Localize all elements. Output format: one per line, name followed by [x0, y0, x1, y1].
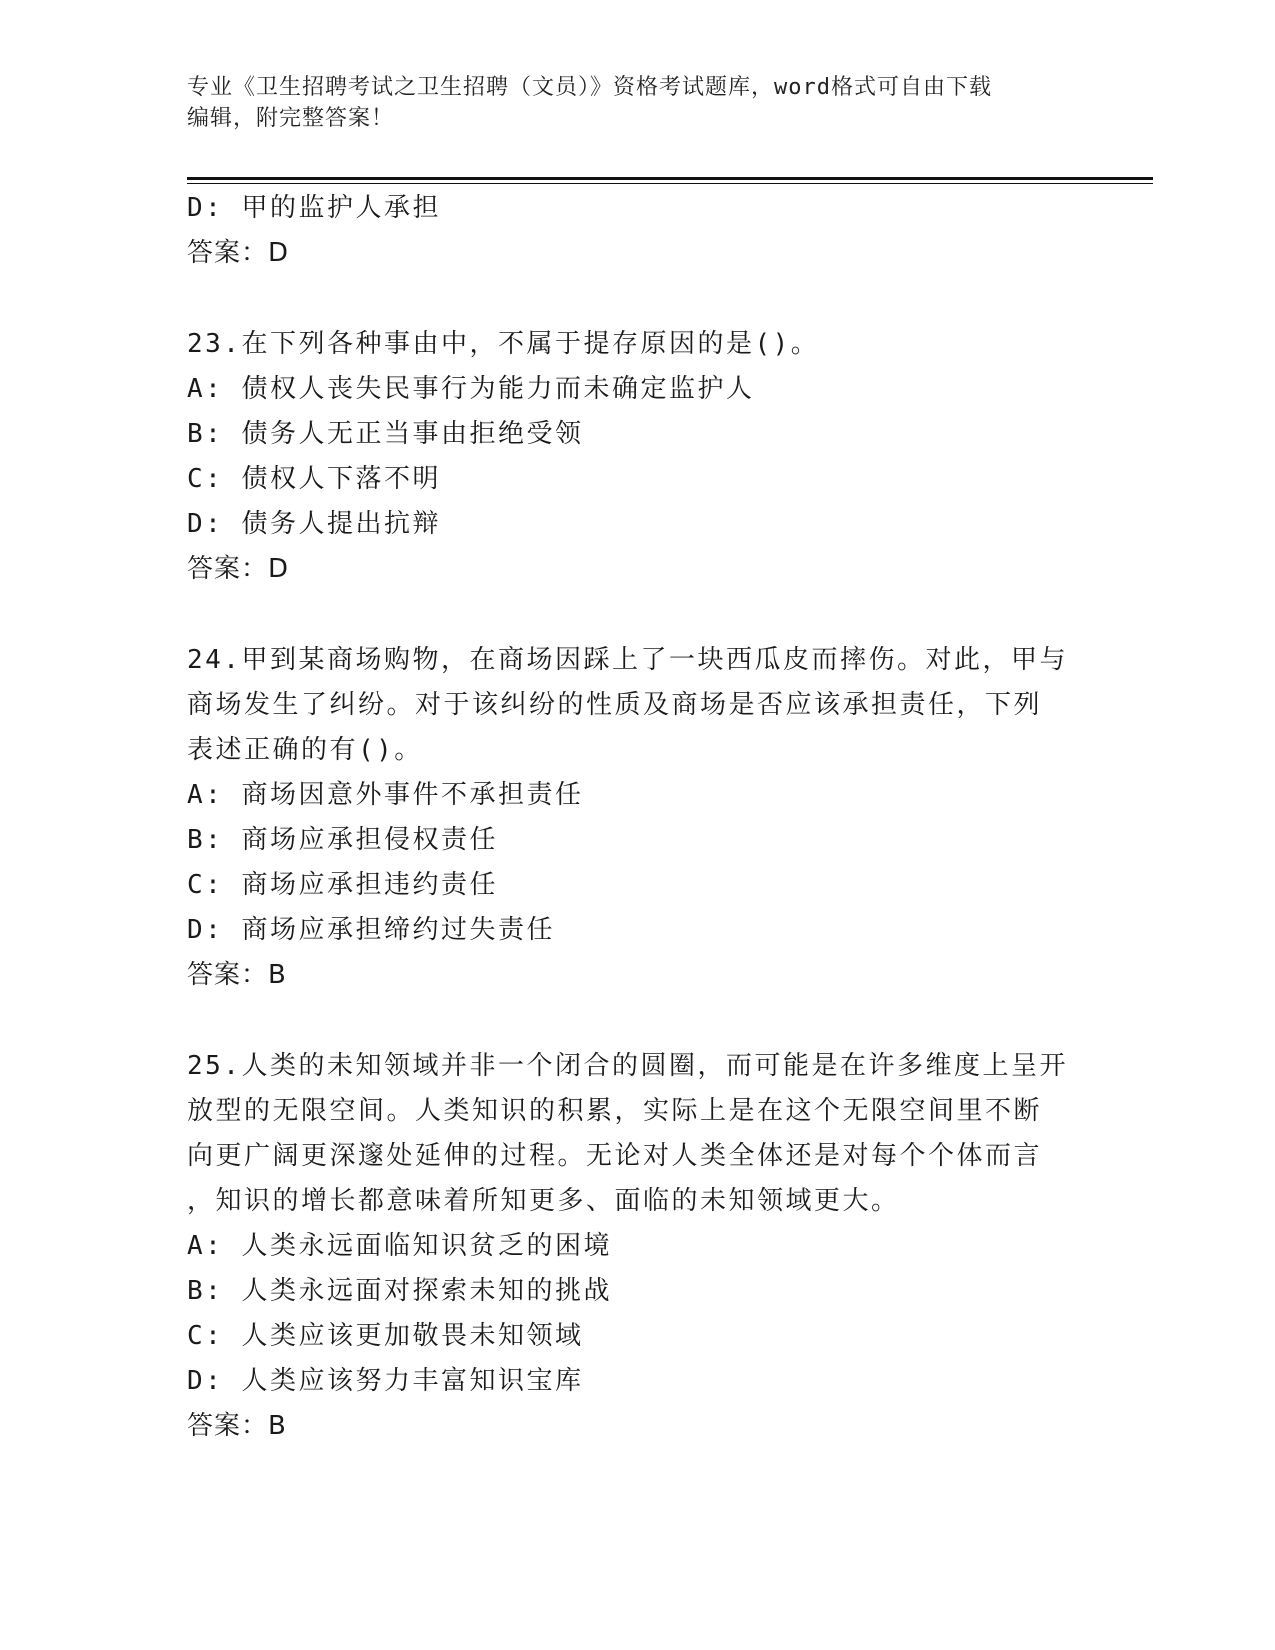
- header-line-1: 专业《卫生招聘考试之卫生招聘（文员）》资格考试题库，word格式可自由下载: [187, 75, 992, 100]
- option-b: B: 债务人无正当事由拒绝受领: [187, 419, 584, 449]
- answer-line: 答案：B: [187, 1411, 287, 1441]
- option-c: C: 商场应承担违约责任: [187, 870, 498, 900]
- question-22-tail: [187, 186, 1087, 276]
- question-stem-line: 表述正确的有()。: [187, 735, 423, 765]
- question-stem-line: 商场发生了纠纷。对于该纠纷的性质及商场是否应该承担责任，下列: [187, 690, 1043, 720]
- option-d: D: 人类应该努力丰富知识宝库: [187, 1366, 584, 1396]
- document-header: [187, 72, 1087, 134]
- header-line-2: 编辑，附完整答案！: [187, 106, 395, 131]
- option-d: D: 债务人提出抗辩: [187, 509, 441, 539]
- spacer: [187, 276, 1087, 322]
- question-stem-line: ，知识的增长都意味着所知更多、面临的未知领域更大。: [187, 1186, 900, 1216]
- question-23: [187, 322, 1087, 592]
- question-24: [187, 638, 1087, 998]
- answer-line: 答案：B: [187, 960, 287, 990]
- question-stem-line: 23.在下列各种事由中，不属于提存原因的是()。: [187, 329, 820, 359]
- option-a: A: 债权人丧失民事行为能力而未确定监护人: [187, 374, 755, 404]
- option-d: D: 商场应承担缔约过失责任: [187, 915, 555, 945]
- option-c: C: 人类应该更加敬畏未知领域: [187, 1321, 584, 1351]
- question-25: [187, 1044, 1087, 1449]
- spacer: [187, 998, 1087, 1044]
- option-b: B: 商场应承担侵权责任: [187, 825, 498, 855]
- question-stem-line: 向更广阔更深邃处延伸的过程。无论对人类全体还是对每个个体而言: [187, 1141, 1043, 1171]
- header-divider-thin: [187, 183, 1153, 184]
- question-stem-line: 24.甲到某商场购物，在商场因踩上了一块西瓜皮而摔伤。对此，甲与: [187, 645, 1068, 675]
- option-d: D: 甲的监护人承担: [187, 193, 441, 223]
- question-stem-line: 25.人类的未知领域并非一个闭合的圆圈，而可能是在许多维度上呈开: [187, 1051, 1068, 1081]
- spacer: [187, 592, 1087, 638]
- option-a: A: 商场因意外事件不承担责任: [187, 780, 584, 810]
- question-stem-line: 放型的无限空间。人类知识的积累，实际上是在这个无限空间里不断: [187, 1096, 1043, 1126]
- document-body: [187, 186, 1087, 1449]
- answer-line: 答案：D: [187, 238, 290, 268]
- option-a: A: 人类永远面临知识贫乏的困境: [187, 1231, 612, 1261]
- answer-line: 答案：D: [187, 554, 290, 584]
- option-c: C: 债权人下落不明: [187, 464, 441, 494]
- header-divider-thick: [187, 177, 1153, 180]
- option-b: B: 人类永远面对探索未知的挑战: [187, 1276, 612, 1306]
